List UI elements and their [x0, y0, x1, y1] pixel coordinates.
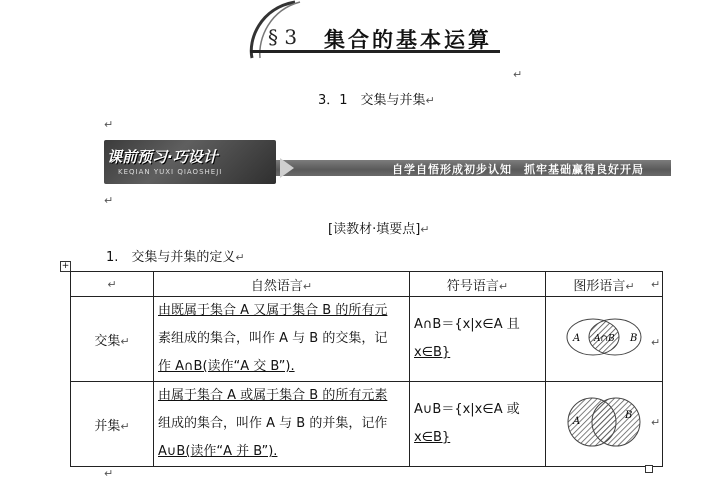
venn-label: B — [630, 333, 638, 344]
symbol-language-cell — [410, 297, 546, 382]
definition-title: 1. 交集与并集的定义↵ — [106, 250, 245, 265]
row-name-cell: 交集↵ — [71, 297, 154, 382]
venn-label: A — [573, 333, 581, 344]
text-line: 由既属于集合 A 又属于集合 B 的所有元 — [158, 303, 388, 318]
paragraph-mark-icon: ↵ — [235, 251, 245, 264]
subsection-title: 3．1 交集与并集↵ — [318, 93, 435, 108]
venn-label: B — [625, 410, 633, 421]
header-cell — [71, 272, 154, 297]
paragraph-mark-icon: ↵ — [625, 279, 635, 293]
paragraph-mark-icon: ↵ — [513, 68, 523, 81]
paragraph-mark-icon: ↵ — [302, 279, 313, 293]
banner-label: 课前预习·巧设计 — [107, 148, 218, 166]
paragraph-mark-icon: ↵ — [498, 279, 509, 293]
union-venn-icon — [559, 391, 649, 453]
paragraph-mark-icon: ↵ — [104, 118, 114, 131]
section-number: § 3 — [268, 25, 298, 49]
definition-table — [70, 271, 663, 467]
paragraph-mark-icon: ↵ — [120, 334, 130, 348]
paragraph-mark-icon: ↵ — [425, 94, 435, 107]
text-line: x∈B} — [414, 345, 451, 360]
diagram-cell — [546, 297, 663, 382]
text-line: x∈B} — [414, 430, 451, 445]
intersection-venn-icon — [559, 311, 649, 363]
venn-label: A∩B — [594, 334, 615, 344]
play-arrow-icon — [280, 158, 294, 178]
text-line: 作 A∩B(读作“A 交 B”). — [158, 359, 295, 374]
natural-language-cell — [154, 382, 410, 467]
text-line: A∪B＝{x|x∈A 或 — [414, 402, 520, 417]
banner-slogan: 自学自悟形成初步认知 抓牢基础赢得良好开局 — [392, 163, 644, 176]
paragraph-mark-icon: ↵ — [651, 278, 661, 291]
paragraph-mark-icon: ↵ — [420, 223, 430, 236]
text-line: 组成的集合，叫作 A 与 B 的并集，记作 — [158, 416, 388, 431]
text-line: 由属于集合 A 或属于集合 B 的所有元素 — [158, 388, 388, 403]
text-line: A∩B＝{x|x∈A 且 — [414, 317, 520, 332]
paragraph-mark-icon: ↵ — [104, 467, 114, 480]
paragraph-mark-icon: ↵ — [651, 336, 661, 349]
paragraph-mark-icon: ↵ — [120, 419, 130, 433]
table-header-row — [71, 272, 663, 297]
diagram-cell — [546, 382, 663, 467]
header-cell: 自然语言↵ — [154, 272, 410, 297]
venn-label: A — [573, 416, 581, 427]
section-heading: [读教材·填要点]↵ — [328, 222, 430, 237]
banner-pinyin: KEQIAN YUXI QIAOSHEJI — [118, 168, 223, 176]
symbol-language-cell — [410, 382, 546, 467]
header-cell: 符号语言↵ — [410, 272, 546, 297]
paragraph-mark-icon: ↵ — [651, 416, 661, 429]
row-name-cell: 并集↵ — [71, 382, 154, 467]
paragraph-mark-icon: ↵ — [104, 194, 114, 207]
table-row-intersection — [71, 297, 663, 382]
section-banner — [104, 140, 671, 184]
table-move-handle-icon[interactable]: + — [61, 261, 70, 271]
table-resize-handle[interactable] — [645, 465, 653, 473]
header-cell: 图形语言↵ — [546, 272, 663, 297]
table-row-union — [71, 382, 663, 467]
paragraph-mark-icon: ↵ — [107, 277, 117, 291]
text-line: A∪B(读作“A 并 B”). — [158, 444, 278, 459]
natural-language-cell — [154, 297, 410, 382]
page-title: 集合的基本运算 — [324, 28, 492, 52]
text-line: 素组成的集合，叫作 A 与 B 的交集，记 — [158, 331, 388, 346]
